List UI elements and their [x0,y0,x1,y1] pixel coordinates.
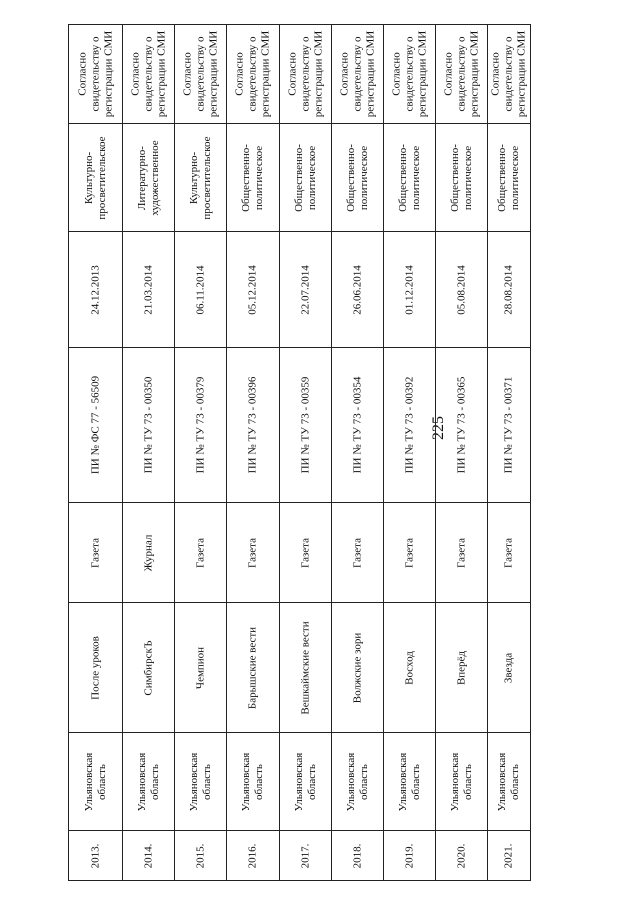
cell-reg-number-text: ПИ № ТУ 73 - 00350 [142,376,154,474]
cell-type-text: Газета [351,537,363,568]
cell-region-text: Ульяновская область [292,752,318,811]
table-row [487,25,530,880]
cell-title-text: Чемпион [194,646,206,689]
cell-number [123,830,174,880]
cell-region [175,732,226,830]
cell-reg-number [69,347,122,502]
cell-title-text: СимбирскЪ [142,639,154,696]
cell-title-text: После уроков [89,635,101,700]
cell-region-text: Ульяновская область [82,752,108,811]
cell-focus [436,123,487,231]
cell-region-text: Ульяновская область [396,752,422,811]
cell-reg-number-text: ПИ № ТУ 73 - 00379 [194,376,206,474]
cell-basis [488,25,530,123]
cell-title-text: Вешкаймские вести [299,620,311,715]
cell-title [69,602,122,732]
cell-type [227,502,279,602]
cell-title [436,602,487,732]
cell-focus [69,123,122,231]
cell-type [123,502,174,602]
cell-type [384,502,435,602]
cell-focus-text: Культурно-просветительское [82,135,108,220]
cell-basis [332,25,383,123]
cell-focus-text: Литературно-художественное [135,139,161,216]
cell-title-text: Барышские вести [246,626,259,709]
cell-date-text: 06.11.2014 [194,264,206,315]
cell-type [175,502,226,602]
cell-type [69,502,122,602]
table-row [331,25,383,880]
cell-number [384,830,435,880]
cell-type-text: Газета [455,537,467,568]
cell-type [488,502,530,602]
cell-date-text: 26.06.2014 [351,264,363,315]
cell-reg-number-text: ПИ № ТУ 73 - 00354 [351,376,363,474]
cell-reg-number [332,347,383,502]
cell-type-text: Газета [502,537,515,568]
cell-number-text: 2017. [299,843,311,868]
cell-date-text: 05.08.2014 [455,264,467,315]
cell-type [436,502,487,602]
cell-reg-number [488,347,530,502]
cell-type-text: Газета [194,537,206,568]
cell-number-text: 2018. [351,843,363,868]
cell-type-text: Газета [89,537,101,568]
cell-date-text: 24.12.2013 [89,264,101,315]
cell-date [123,231,174,347]
cell-number-text: 2016. [246,843,259,868]
cell-type-text: Журнал [142,534,154,571]
cell-basis-text: Согласно свидетельству о регистрации СМИ [489,30,528,118]
cell-region [123,732,174,830]
cell-reg-number [227,347,279,502]
cell-reg-number [436,347,487,502]
cell-reg-number [123,347,174,502]
cell-title [384,602,435,732]
table-row [226,25,279,880]
cell-title-text: Звезда [502,652,515,683]
cell-title [488,602,530,732]
cell-reg-number-text: ПИ № ТУ 73 - 00371 [502,376,515,474]
cell-title [332,602,383,732]
cell-type [280,502,331,602]
cell-region-text: Ульяновская область [344,752,370,811]
cell-region [332,732,383,830]
cell-number-text: 2021. [502,843,515,868]
cell-region [280,732,331,830]
cell-basis [175,25,226,123]
cell-number [332,830,383,880]
cell-basis-text: Согласно свидетельству о регистрации СМИ [233,30,272,118]
cell-title [227,602,279,732]
cell-number [69,830,122,880]
cell-date [332,231,383,347]
cell-focus-text: Общественно-политическое [240,143,265,212]
cell-number [488,830,530,880]
cell-focus-text: Общественно-политическое [344,143,370,212]
table-row [279,25,331,880]
registry-table [68,24,531,881]
cell-region-text: Ульяновская область [240,752,265,811]
cell-basis-text: Согласно свидетельству о регистрации СМИ [286,30,324,118]
cell-focus-text: Общественно-политическое [496,143,521,212]
cell-region [227,732,279,830]
cell-number-text: 2020. [455,843,467,868]
cell-title-text: Вперёд [455,650,467,685]
cell-date [436,231,487,347]
cell-basis-text: Согласно свидетельству о регистрации СМИ [390,30,428,118]
cell-date [69,231,122,347]
cell-date-text: 05.12.2014 [246,264,259,315]
cell-focus-text: Общественно-политическое [292,143,318,212]
cell-reg-number-text: ПИ № ТУ 73 - 00365 [455,376,467,474]
cell-date-text: 22.07.2014 [299,264,311,315]
cell-number-text: 2019. [403,843,415,868]
cell-date-text: 01.12.2014 [403,264,415,315]
table-row [383,25,435,880]
cell-basis [69,25,122,123]
cell-reg-number-text: ПИ № ТУ 73 - 00392 [403,376,415,474]
cell-reg-number [175,347,226,502]
cell-title [123,602,174,732]
cell-basis-text: Согласно свидетельству о регистрации СМИ [338,30,376,118]
cell-basis [280,25,331,123]
cell-number [280,830,331,880]
cell-type-text: Газета [299,537,311,568]
cell-focus-text: Культурно-просветительское [187,135,213,220]
table-row [69,25,122,880]
cell-reg-number-text: ПИ № ФС 77 - 56509 [89,375,101,475]
cell-region-text: Ульяновская область [187,752,213,811]
cell-basis-text: Согласно свидетельству о регистрации СМИ [129,30,167,118]
cell-number [175,830,226,880]
cell-number-text: 2013. [89,843,101,868]
cell-focus-text: Общественно-политическое [396,143,422,212]
cell-date [384,231,435,347]
cell-title [280,602,331,732]
cell-date-text: 21.03.2014 [142,264,154,315]
cell-region [488,732,530,830]
cell-region-text: Ульяновская область [496,752,521,811]
cell-region [384,732,435,830]
cell-type-text: Газета [403,537,415,568]
cell-focus [384,123,435,231]
cell-date [227,231,279,347]
cell-date [175,231,226,347]
cell-basis [436,25,487,123]
table-row [435,25,487,880]
cell-basis-text: Согласно свидетельству о регистрации СМИ [181,30,219,118]
cell-focus [332,123,383,231]
cell-reg-number [384,347,435,502]
cell-number-text: 2015. [194,843,206,868]
cell-number [227,830,279,880]
table-row [174,25,226,880]
page-number: 225 [430,416,447,440]
cell-title [175,602,226,732]
cell-title-text: Волжские зори [351,632,363,703]
cell-basis [123,25,174,123]
cell-basis [227,25,279,123]
cell-focus [123,123,174,231]
cell-region-text: Ульяновская область [448,752,474,811]
cell-type [332,502,383,602]
cell-type-text: Газета [246,537,259,568]
cell-focus [175,123,226,231]
cell-region [69,732,122,830]
cell-basis [384,25,435,123]
cell-focus-text: Общественно-политическое [448,143,474,212]
cell-date [488,231,530,347]
cell-date [280,231,331,347]
cell-focus [227,123,279,231]
cell-reg-number-text: ПИ № ТУ 73 - 00396 [246,376,259,474]
cell-reg-number-text: ПИ № ТУ 73 - 00359 [299,376,311,474]
cell-region [436,732,487,830]
cell-basis-text: Согласно свидетельству о регистрации СМИ [442,30,480,118]
cell-focus [488,123,530,231]
cell-number [436,830,487,880]
cell-reg-number [280,347,331,502]
cell-title-text: Восход [403,650,415,685]
cell-basis-text: Согласно свидетельству о регистрации СМИ [76,30,114,118]
cell-focus [280,123,331,231]
table-row [122,25,174,880]
cell-number-text: 2014. [142,843,154,868]
cell-region-text: Ульяновская область [135,752,161,811]
cell-date-text: 28.08.2014 [502,264,515,315]
